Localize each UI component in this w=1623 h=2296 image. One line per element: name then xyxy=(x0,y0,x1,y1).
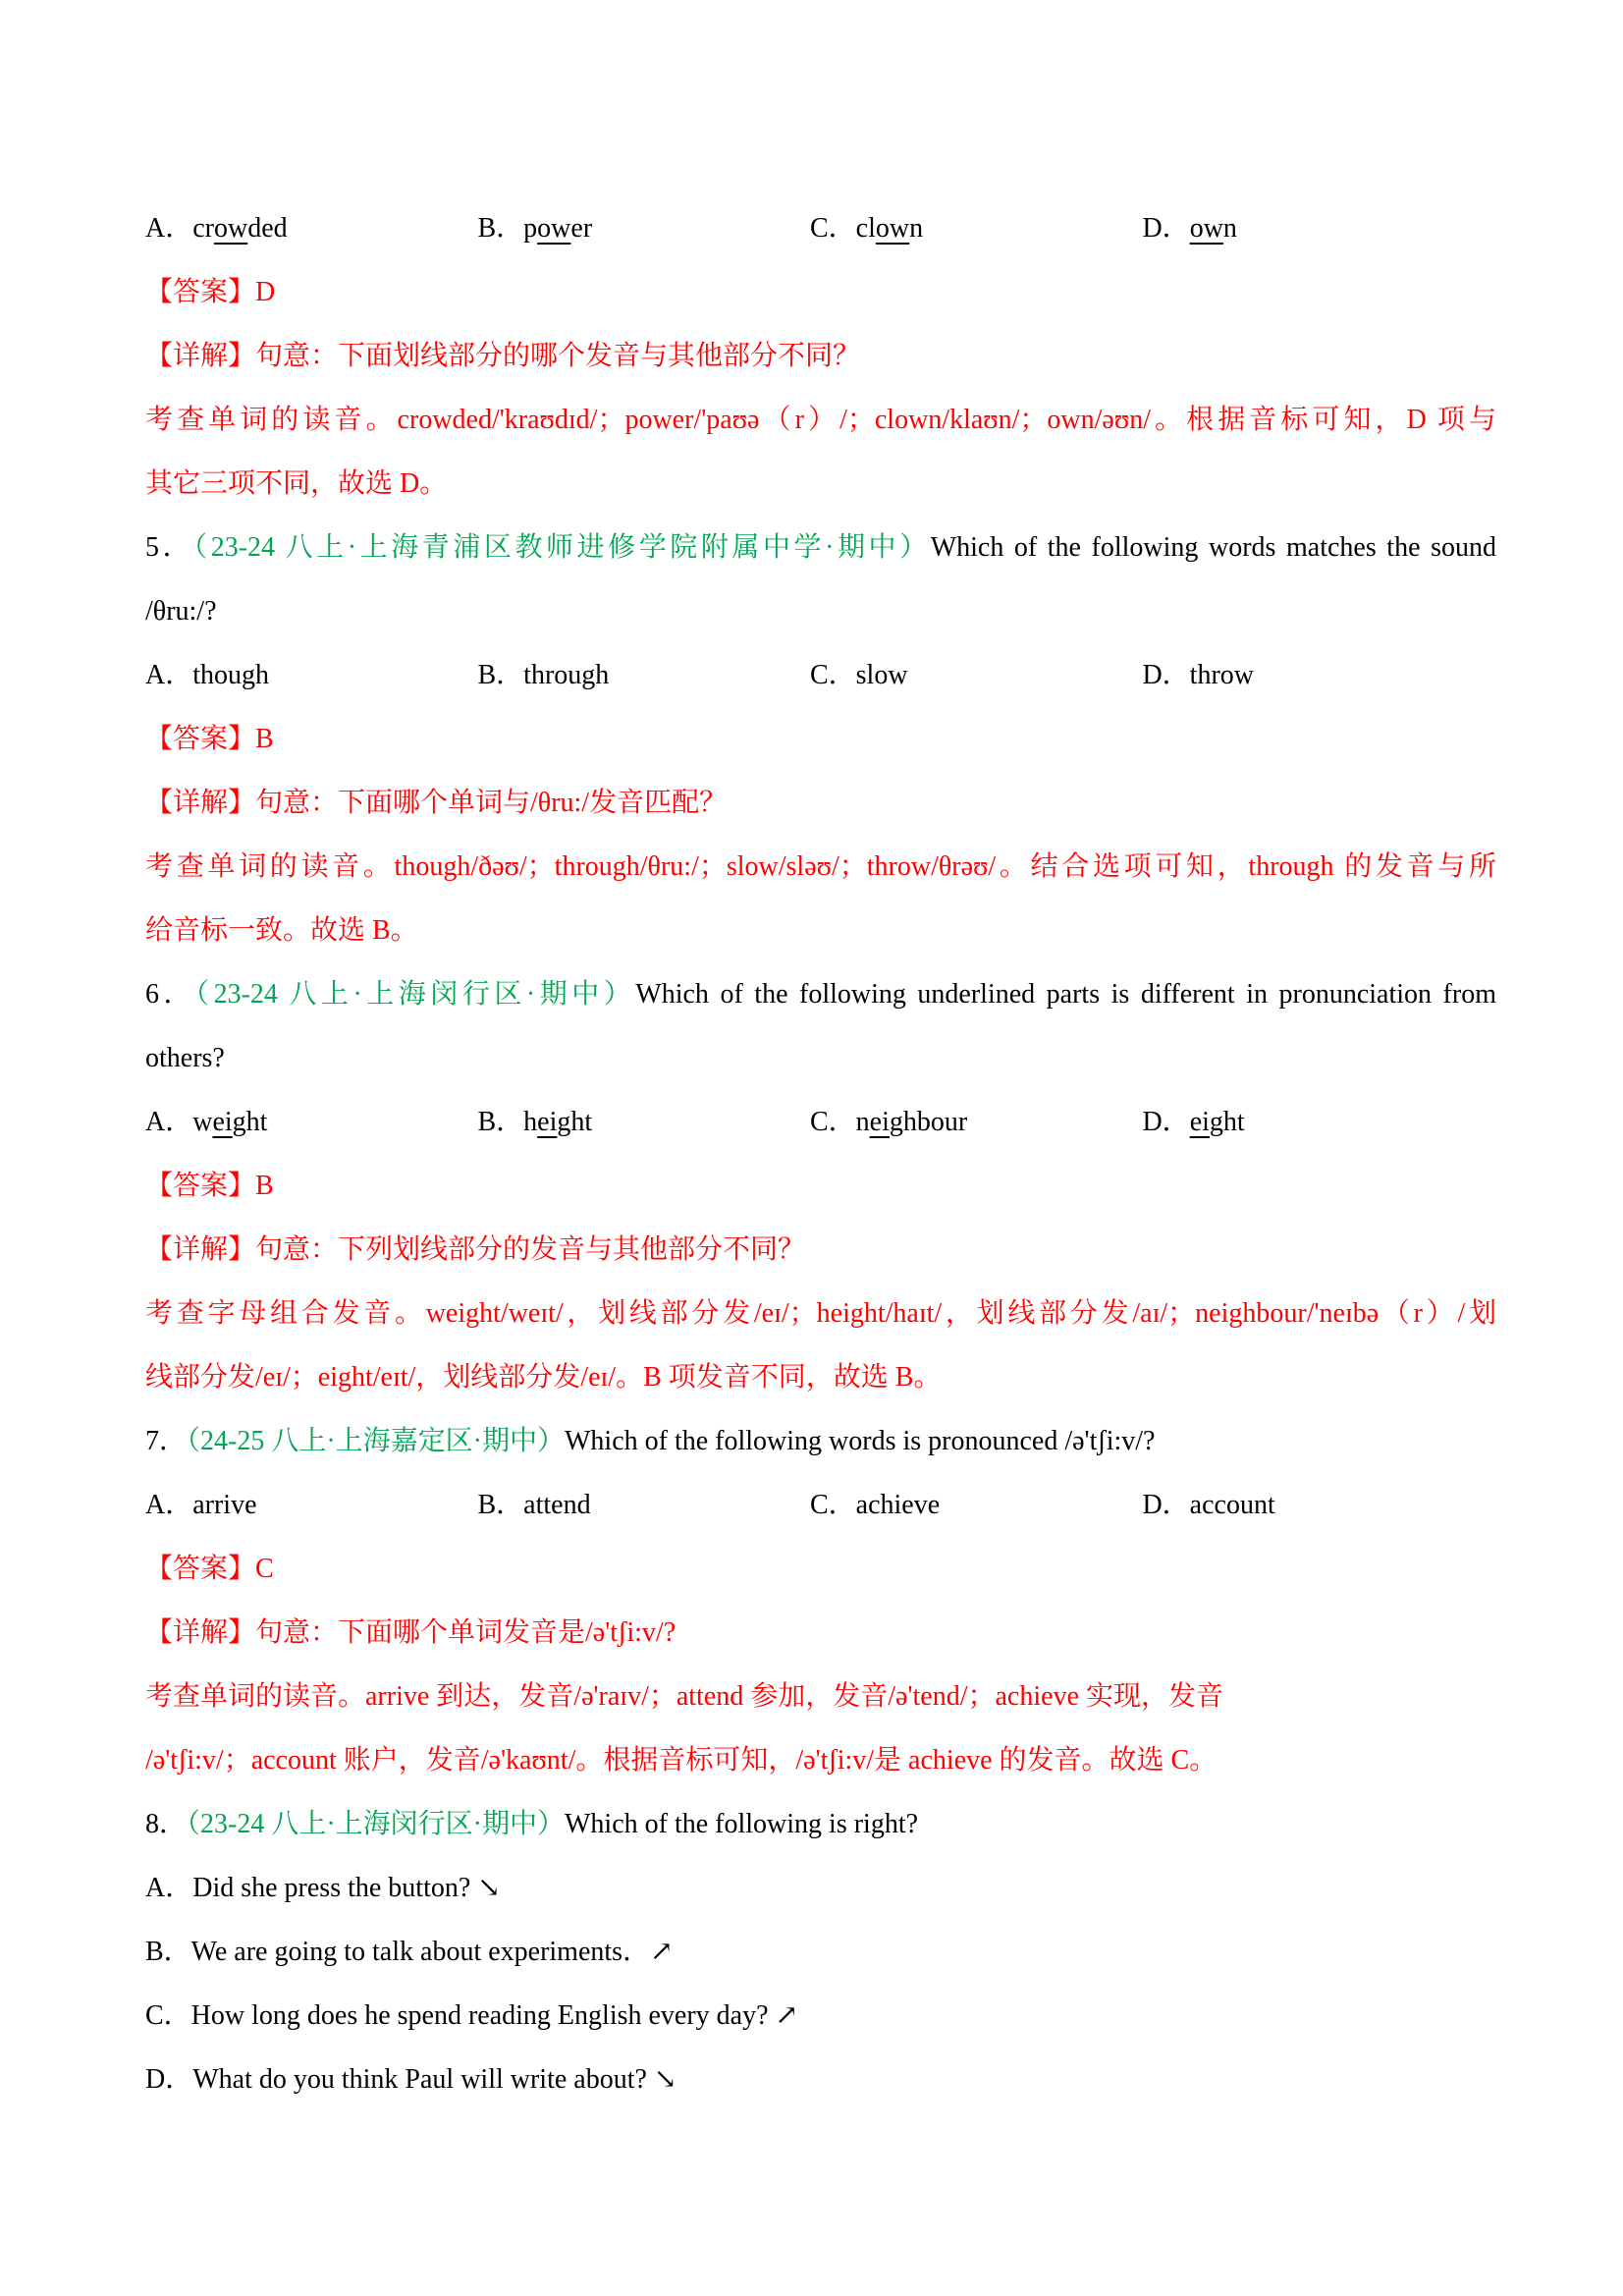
text-segment: 线部分发/eɪ/；eight/eɪt/，划线部分发/eɪ/。B 项发音不同，故选 B。 xyxy=(145,1362,942,1393)
option-a xyxy=(145,643,477,707)
explanation-line xyxy=(145,1345,1496,1409)
text-segment: /θru:/? xyxy=(145,596,217,627)
text-segment: er xyxy=(570,213,593,244)
text-segment: A．though xyxy=(145,660,270,690)
text-segment: D． xyxy=(1142,213,1190,244)
option-a xyxy=(145,1473,477,1537)
text-segment: （23-24 八上·上海青浦区教师进修学院附属中学·期中） xyxy=(193,532,931,563)
option-d xyxy=(1142,643,1496,707)
answer-line xyxy=(145,260,1496,324)
rising-intonation-arrow: ↗ xyxy=(650,1937,674,1967)
option-b xyxy=(477,1090,809,1154)
text-segment: ght xyxy=(557,1107,593,1137)
text-segment: 其它三项不同，故选 D。 xyxy=(145,468,448,499)
text-segment: C．How long does he spend reading English every day? xyxy=(145,2000,776,2031)
option-line xyxy=(145,2048,1496,2111)
rising-intonation-arrow: ↗ xyxy=(775,2000,798,2031)
text-segment: n xyxy=(1222,213,1237,244)
text-segment: ghbour xyxy=(889,1107,968,1137)
text-segment: B．We are going to talk about experiments． xyxy=(145,1937,651,1967)
text-segment: （23-24 八上·上海闵行区·期中） xyxy=(195,979,636,1010)
option-c xyxy=(810,643,1142,707)
explanation-line xyxy=(145,1282,1496,1345)
option-a xyxy=(145,196,477,260)
text-segment: A．w xyxy=(145,1107,213,1137)
falling-intonation-arrow: ↘ xyxy=(477,1873,501,1903)
option-d xyxy=(1142,1090,1496,1154)
text-segment: B．h xyxy=(477,1107,538,1137)
text-segment: D． xyxy=(1142,1107,1190,1137)
explanation-line xyxy=(145,899,1496,962)
text-segment: 6． xyxy=(145,979,196,1010)
text-segment: C．cl xyxy=(809,213,876,244)
text-segment: ded xyxy=(247,213,288,244)
text-segment: Which of the following underlined parts is different in pronunciation from xyxy=(635,979,1496,1010)
text-segment: ght xyxy=(1209,1107,1245,1137)
answer-line xyxy=(145,707,1496,771)
options-row-q5 xyxy=(145,643,1496,707)
underlined-part: ow xyxy=(875,213,910,244)
option-line xyxy=(145,1984,1496,2048)
underlined-part: ei xyxy=(537,1107,558,1137)
question-line-continued xyxy=(145,1026,1496,1090)
text-segment: 考查单词的读音。crowded/'kraʊdɪd/；power/'paʊə（r）/；clown/klaʊn/；own/əʊn/。根据音标可知，D 项与 xyxy=(145,405,1496,435)
text-segment: 考查单词的读音。arrive 到达，发音/ə'raɪv/；attend 参加，发音/ə'tend/；achieve 实现，发音 xyxy=(145,1681,1223,1712)
explanation-line xyxy=(145,771,1496,835)
option-c xyxy=(810,1473,1142,1537)
text-segment: 【详解】句意：下面哪个单词与/θru:/发音匹配？ xyxy=(145,788,728,818)
text-segment: （24-25 八上·上海嘉定区·期中） xyxy=(187,1426,565,1456)
explanation-line xyxy=(145,1218,1496,1282)
text-segment: B．through xyxy=(477,660,610,690)
text-segment: 【答案】D xyxy=(145,277,276,307)
text-segment: A．arrive xyxy=(145,1490,257,1520)
text-segment: 【答案】B xyxy=(145,724,274,754)
text-segment: n xyxy=(909,213,924,244)
option-c xyxy=(810,196,1142,260)
text-segment: D．account xyxy=(1142,1490,1275,1520)
explanation-line xyxy=(145,452,1496,516)
text-segment: C．n xyxy=(809,1107,870,1137)
text-segment: B．p xyxy=(477,213,538,244)
question-line xyxy=(145,962,1496,1026)
option-b xyxy=(477,643,809,707)
text-segment: （23-24 八上·上海闵行区·期中） xyxy=(187,1809,565,1839)
answer-line xyxy=(145,1537,1496,1601)
text-segment: 7． xyxy=(145,1426,188,1456)
question-line xyxy=(145,1409,1496,1473)
text-segment: others? xyxy=(145,1043,225,1073)
explanation-line xyxy=(145,1665,1496,1728)
answer-line xyxy=(145,1154,1496,1218)
option-line xyxy=(145,1920,1496,1984)
text-segment: B．attend xyxy=(477,1490,591,1520)
options-row-q6 xyxy=(145,1090,1496,1154)
text-segment: A．cr xyxy=(145,213,214,244)
text-segment: C．achieve xyxy=(809,1490,941,1520)
text-segment: 考查单词的读音。though/ðəʊ/；through/θru:/；slow/sləʊ/；throw/θrəʊ/。结合选项可知，through 的发音与所 xyxy=(145,851,1496,882)
underlined-part: ei xyxy=(869,1107,890,1137)
text-segment: Which of the following words is pronounced /ə'tʃi:v/? xyxy=(565,1426,1156,1456)
underlined-part: ow xyxy=(537,213,571,244)
option-d xyxy=(1142,196,1496,260)
option-d xyxy=(1142,1473,1496,1537)
text-segment: Which of the following words matches the sound xyxy=(930,532,1496,563)
underlined-part: ow xyxy=(213,213,248,244)
option-c xyxy=(810,1090,1142,1154)
document-body xyxy=(145,196,1496,2111)
text-segment: 【详解】句意：下面哪个单词发音是/ə'tʃi:v/? xyxy=(145,1617,676,1648)
underlined-part: ow xyxy=(1189,213,1223,244)
explanation-line xyxy=(145,324,1496,388)
text-segment: 【答案】B xyxy=(145,1171,274,1201)
option-b xyxy=(477,1473,809,1537)
options-row-q7 xyxy=(145,1473,1496,1537)
question-line-continued xyxy=(145,579,1496,643)
question-line xyxy=(145,516,1496,579)
text-segment: D．What do you think Paul will write about? xyxy=(145,2064,654,2095)
text-segment: 考查字母组合发音。weight/weɪt/，划线部分发/eɪ/；height/haɪt/，划线部分发/aɪ/；neighbour/'neɪbə（r）/划 xyxy=(145,1298,1496,1329)
text-segment: 【答案】C xyxy=(145,1554,274,1584)
text-segment: A．Did she press the button? xyxy=(145,1873,478,1903)
underlined-part: ei xyxy=(1189,1107,1210,1137)
explanation-line xyxy=(145,835,1496,899)
options-row-q4 xyxy=(145,196,1496,260)
text-segment: 给音标一致。故选 B。 xyxy=(145,915,418,946)
text-segment: D．throw xyxy=(1142,660,1254,690)
text-segment: 【详解】句意：下面划线部分的哪个发音与其他部分不同？ xyxy=(145,341,861,371)
text-segment: /ə'tʃi:v/；account 账户，发音/ə'kaʊnt/。根据音标可知，/ə'tʃi:v/是 achieve 的发音。故选 C。 xyxy=(145,1745,1217,1776)
option-line xyxy=(145,1856,1496,1920)
question-line xyxy=(145,1792,1496,1856)
text-segment: 【详解】句意：下列划线部分的发音与其他部分不同？ xyxy=(145,1234,806,1265)
text-segment: ght xyxy=(232,1107,268,1137)
explanation-line xyxy=(145,388,1496,452)
underlined-part: ei xyxy=(212,1107,233,1137)
text-segment: 8． xyxy=(145,1809,188,1839)
explanation-line xyxy=(145,1601,1496,1665)
text-segment: C．slow xyxy=(809,660,908,690)
falling-intonation-arrow: ↘ xyxy=(653,2064,677,2095)
text-segment: Which of the following is right? xyxy=(565,1809,919,1839)
text-segment: 5． xyxy=(145,532,194,563)
option-a xyxy=(145,1090,477,1154)
option-b xyxy=(477,196,809,260)
explanation-line xyxy=(145,1728,1496,1792)
